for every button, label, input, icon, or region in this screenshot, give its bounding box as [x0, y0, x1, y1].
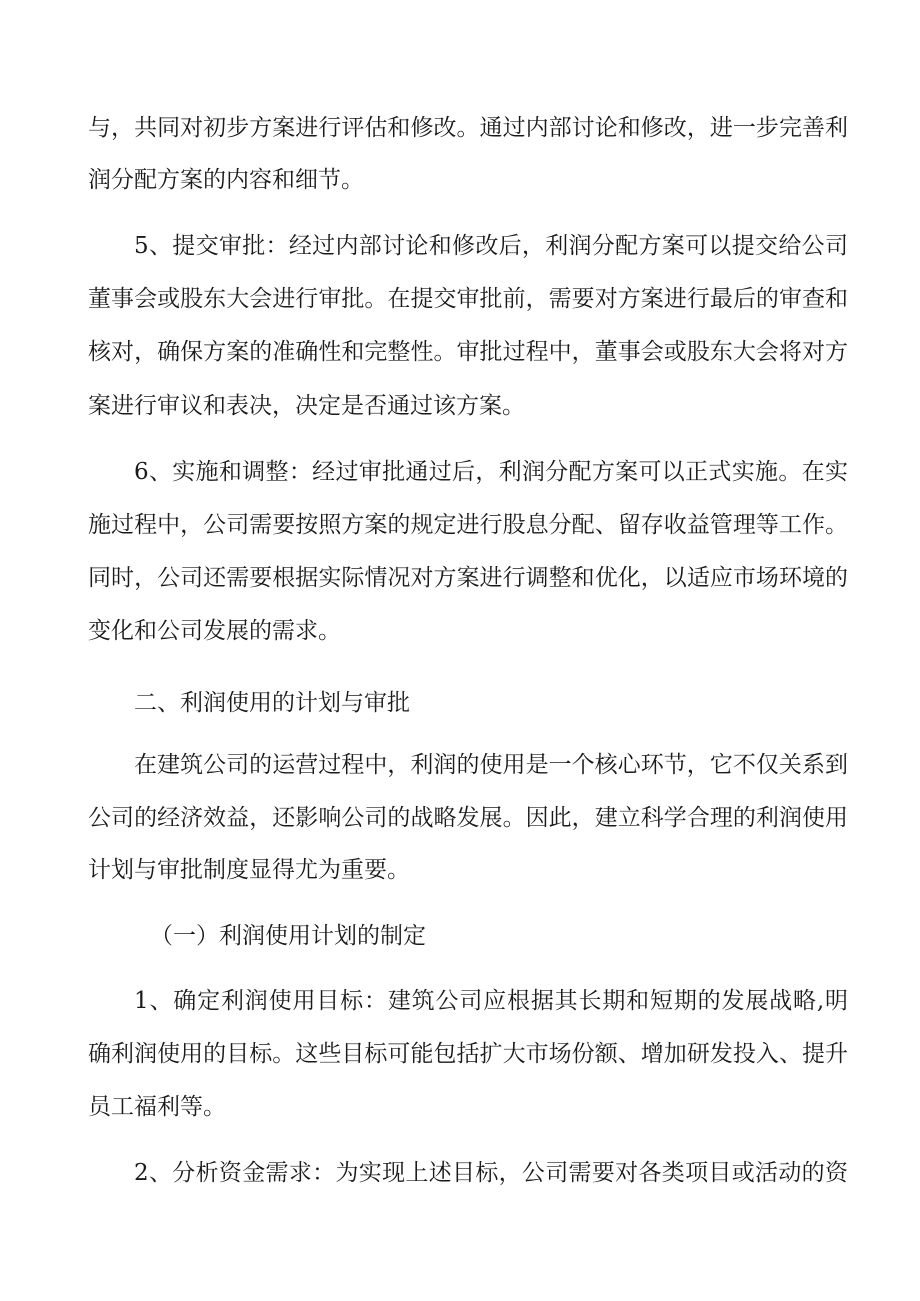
paragraph-line: 2、分析资金需求：为实现上述目标，公司需要对各类项目或活动的资	[134, 1160, 848, 1186]
paragraph-line: 变化和公司发展的需求。	[88, 618, 341, 644]
paragraph-line: 核对，确保方案的准确性和完整性。审批过程中，董事会或股东大会将对方	[88, 339, 848, 365]
paragraph-line: 董事会或股东大会进行审批。在提交审批前，需要对方案进行最后的审查和	[88, 286, 848, 312]
paragraph-line: 在建筑公司的运营过程中，利润的使用是一个核心环节，它不仅关系到	[134, 752, 848, 778]
paragraph-line: 6、实施和调整：经过审批通过后，利润分配方案可以正式实施。在实	[134, 459, 848, 485]
paragraph-line: 1、确定利润使用目标：建筑公司应根据其长期和短期的发展战略,明	[134, 988, 848, 1014]
section-heading: 二、利润使用的计划与审批	[134, 690, 410, 716]
paragraph-line: 5、提交审批：经过内部讨论和修改后，利润分配方案可以提交给公司	[134, 233, 848, 259]
subsection-heading: （一）利润使用计划的制定	[150, 923, 426, 949]
paragraph-line: 润分配方案的内容和细节。	[88, 167, 364, 193]
paragraph-line: 与，共同对初步方案进行评估和修改。通过内部讨论和修改，进一步完善利	[88, 115, 848, 141]
paragraph-line: 员工福利等。	[88, 1094, 226, 1120]
paragraph-line: 同时，公司还需要根据实际情况对方案进行调整和优化，以适应市场环境的	[88, 565, 848, 591]
paragraph-line: 案进行审议和表决，决定是否通过该方案。	[88, 393, 525, 419]
paragraph-line: 计划与审批制度显得尤为重要。	[88, 857, 410, 883]
paragraph-line: 确利润使用的目标。这些目标可能包括扩大市场份额、增加研发投入、提升	[88, 1041, 848, 1067]
paragraph-line: 施过程中，公司需要按照方案的规定进行股息分配、留存收益管理等工作。	[88, 512, 848, 538]
paragraph-line: 公司的经济效益，还影响公司的战略发展。因此，建立科学合理的利润使用	[88, 805, 848, 831]
